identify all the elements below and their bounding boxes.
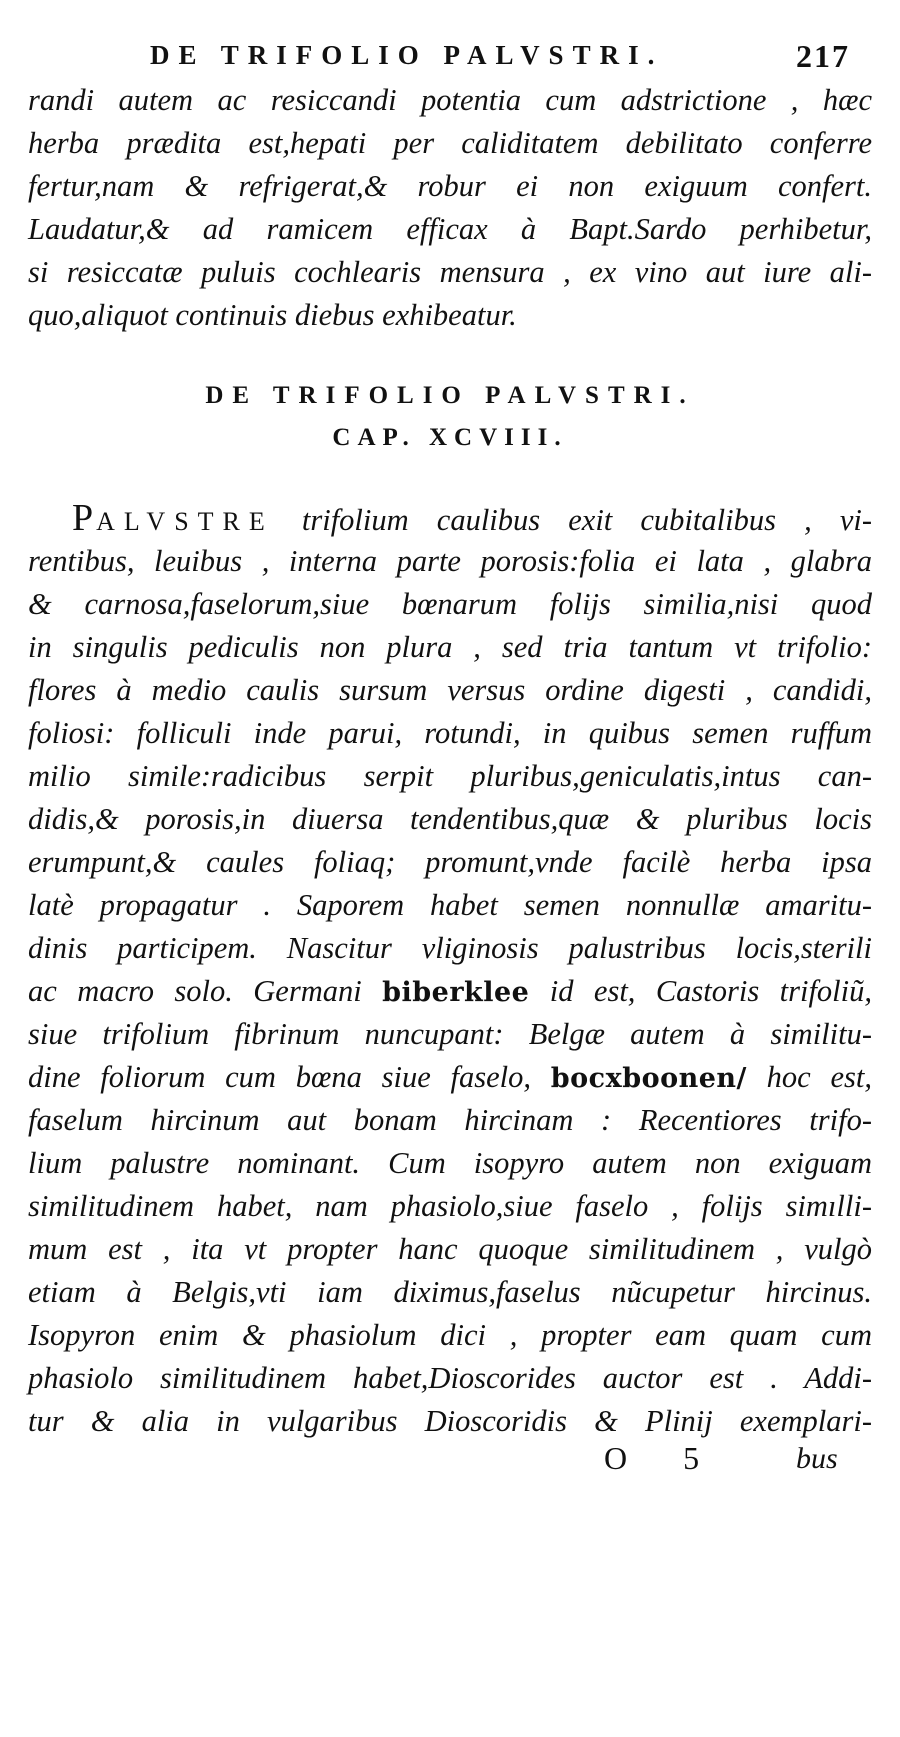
belgae-lead: dine foliorum cum bœna siue faselo,: [28, 1060, 531, 1094]
text-line: randi autem ac resiccandi potentia cum adstrictione , hæc: [28, 83, 872, 117]
small-capitals: ALVSTRE: [96, 507, 274, 536]
text-line: didis,& porosis,in diuersa tendentibus,quæ & pluribus locis: [28, 802, 872, 836]
chapter-number: CAP. XCVIII.: [332, 424, 568, 451]
page-number: 217: [796, 38, 850, 74]
text-line: phasiolo similitudinem habet,Dioscorides auctor est . Addi-: [28, 1361, 872, 1395]
text-line: in singulis pediculis non plura , sed tria tantum vt trifolio:: [28, 630, 872, 664]
text-line: etiam à Belgis,vti iam diximus,faselus nũcupetur hircinus.: [28, 1275, 872, 1309]
text-line: lium palustre nominant. Cum isopyro autem non exiguam: [28, 1146, 872, 1180]
text-line: tur & alia in vulgaribus Dioscoridis & Plinij exemplari-: [28, 1404, 872, 1438]
german-name: biberklee: [382, 977, 530, 1008]
text-line: dinis participem. Nascitur vliginosis palustribus locis,sterili: [28, 931, 872, 965]
text-line: quo,aliquot continuis diebus exhibeatur.: [28, 298, 517, 332]
text-line: siue trifolium fibrinum nuncupant: Belgæ autem à similitu-: [28, 1017, 872, 1051]
text-line: rentibus, leuibus , interna parte porosis:folia ei lata , glabra: [28, 544, 872, 578]
text-line: herba prædita est,hepati per caliditatem debilitato conferre: [28, 126, 872, 160]
text-line: si resiccatæ puluis cochlearis mensura , ex vino aut iure ali-: [28, 255, 872, 289]
text-line: mum est , ita vt propter hanc quoque similitudinem , vulgò: [28, 1232, 872, 1266]
initial-letter: P: [72, 497, 97, 539]
text-line: fertur,nam & refrigerat,& robur ei non exiguum confert.: [28, 169, 872, 203]
dutch-name: bocxboonen/: [550, 1063, 747, 1094]
text-line-first: [72, 498, 872, 542]
germani-lead: ac macro solo. Germani: [28, 974, 362, 1008]
text-line: Isopyron enim & phasiolum dici , propter eam quam cum: [28, 1318, 872, 1352]
belgae-rest: hoc est,: [746, 1060, 872, 1094]
text-line-germani: [28, 971, 872, 1013]
text-line: & carnosa,faselorum,siue bœnarum folijs similia,nisi quod: [28, 587, 872, 621]
text-line: erumpunt,& caules foliaq; promunt,vnde facilè herba ipsa: [28, 845, 872, 879]
text-line: Laudatur,& ad ramicem efficax à Bapt.Sardo perhibetur,: [28, 212, 872, 246]
chapter-title: DE TRIFOLIO PALVSTRI.: [205, 382, 695, 409]
text-line: similitudinem habet, nam phasiolo,siue faselo , folijs simılli-: [28, 1189, 872, 1223]
text-line: flores à medio caulis sursum versus ordine digesti , candidi,: [28, 673, 872, 707]
text-line: milio simile:radicibus serpit pluribus,geniculatis,intus can-: [28, 759, 872, 793]
text-line: foliosi: folliculi inde parui, rotundi, in quibus semen ruffum: [28, 716, 872, 750]
signature-mark: O 5: [604, 1440, 724, 1476]
text-line-belgae: [28, 1057, 872, 1099]
text-line: faselum hircinum aut bonam hircinam : Recentiores trifo-: [28, 1103, 872, 1137]
catchword: bus: [796, 1442, 838, 1475]
text-line: latè propagatur . Saporem habet semen nonnullæ amaritu-: [28, 888, 872, 922]
running-head: DE TRIFOLIO PALVSTRI.: [150, 40, 664, 70]
germani-rest: id est, Castoris trifoliũ,: [529, 974, 872, 1008]
first-line-rest: trifolium caulibus exit cubitalibus , vi-: [273, 503, 872, 537]
